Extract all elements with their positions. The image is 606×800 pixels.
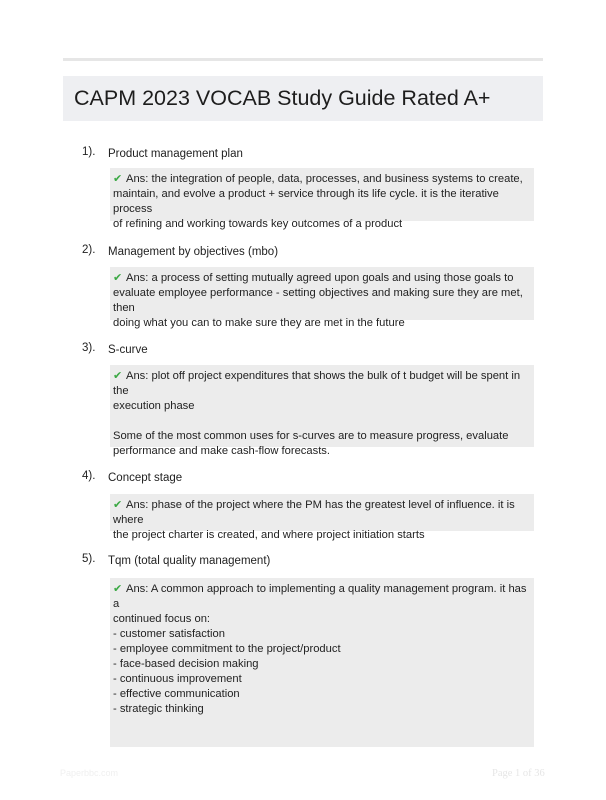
check-icon: ✔ [113,583,123,595]
answer-text: Ans: a process of setting mutually agreed upon goals and using those goals to [126,272,514,284]
answer-line: Some of the most common uses for s-curves are to measure progress, evaluate [113,430,509,442]
answer-text: Ans: the integration of people, data, processes, and business systems to create, [126,173,523,185]
question-text: S-curve [108,344,148,356]
answer-line: of refining and working towards key outcomes of a product [113,218,403,230]
question-text: Product management plan [108,148,243,160]
footer-watermark: Paperbbc.com [60,768,119,778]
item-number: 3). [82,342,96,354]
answer-box [110,267,534,329]
answer-line: - continuous improvement [113,673,242,685]
answer-line: evaluate employee performance - setting objectives and making sure they are met, then [113,287,523,314]
answer-line: - strategic thinking [113,703,204,715]
question-text: Concept stage [108,472,183,484]
answer-line [113,172,530,187]
answer-line: maintain, and evolve a product + service through its life cycle. it is the iterative process [113,188,499,215]
answer-box [110,365,534,457]
item-number: 4). [82,470,96,482]
answer-line: - face-based decision making [113,658,259,670]
answer-text: Ans: plot off project expenditures that shows the bulk of t budget will be spent in the [113,370,521,397]
answer-line: execution phase [113,400,195,412]
answer-line [113,271,530,286]
item-number: 1). [82,146,96,158]
title-bar [63,76,543,121]
answer-text: Ans: A common approach to implementing a quality management program. it has a [113,583,527,610]
question-text: Management by objectives (mbo) [108,246,279,258]
check-icon: ✔ [113,272,123,284]
answer-line: doing what you can to make sure they are met in the future [113,317,405,329]
answer-box [110,168,534,230]
page-indicator: Page 1 of 36 [492,768,545,779]
check-icon: ✔ [113,499,123,511]
answer-line: the project charter is created, and where project initiation starts [113,529,425,541]
answer-text: Ans: phase of the project where the PM has the greatest level of influence. it is where [113,499,515,526]
answer-line: - customer satisfaction [113,628,225,640]
check-icon: ✔ [113,370,123,382]
check-icon: ✔ [113,173,123,185]
answer-line: continued focus on: [113,613,211,625]
answer-box [110,494,534,541]
top-rule [63,58,543,61]
answer-box [110,578,534,747]
page-title: CAPM 2023 VOCAB Study Guide Rated A+ [74,86,491,110]
answer-line: - effective communication [113,688,240,700]
answer-line [113,498,530,528]
answer-line: - employee commitment to the project/product [113,643,341,655]
item-number: 2). [82,244,96,256]
question-text: Tqm (total quality management) [108,555,271,567]
answer-gap [113,414,530,429]
answer-line: performance and make cash-flow forecasts. [113,445,331,457]
answer-line [113,582,530,612]
item-number: 5). [82,553,96,565]
answer-line [113,369,530,399]
